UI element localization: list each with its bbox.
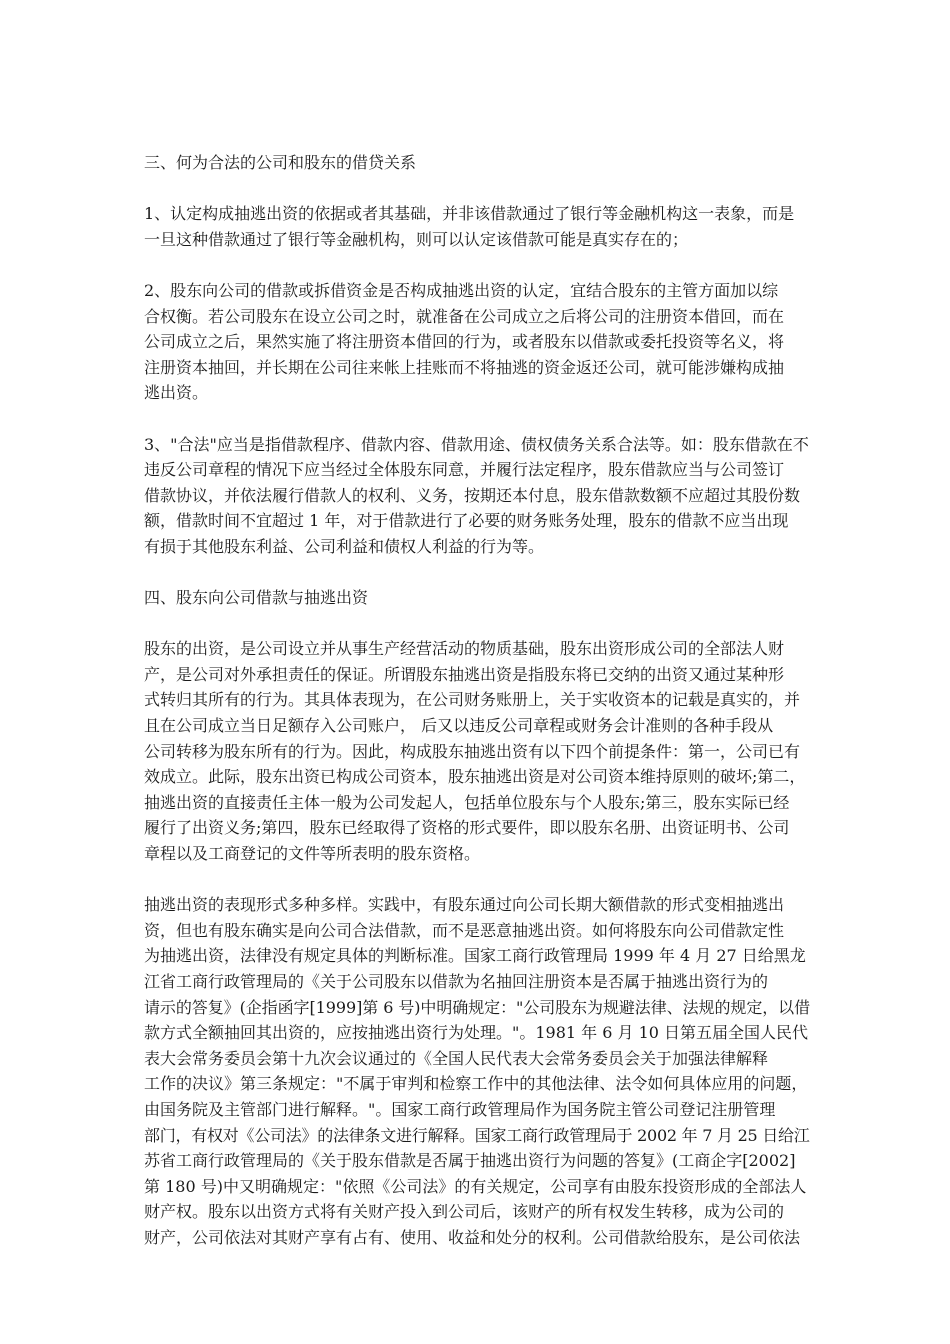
paragraph-line: 部门，有权对《公司法》的法律条文进行解释。国家工商行政管理局于 2002 年 7 月 25 日给江 <box>144 1125 810 1145</box>
paragraph-line: 3、"合法"应当是指借款程序、借款内容、借款用途、债权债务关系合法等。如：股东借款在不 <box>144 434 809 454</box>
paragraph <box>144 432 812 560</box>
paragraph <box>144 636 812 866</box>
paragraph-line: 江省工商行政管理局的《关于公司股东以借款为名抽回注册资本是否属于抽逃出资行为的 <box>144 972 769 991</box>
paragraph-line: 资，但也有股东确实是向公司合法借款，而不是恶意抽逃出资。如何将股东向公司借款定性 <box>144 920 785 940</box>
heading-text: 三、何为合法的公司和股东的借贷关系 <box>144 153 417 172</box>
paragraph-line: 款方式全额抽回其出资的，应按抽逃出资行为处理。"。1981 年 6 月 10 日第五届全国人民代 <box>144 1023 809 1043</box>
paragraph-line: 2、股东向公司的借款或拆借资金是否构成抽逃出资的认定，宜结合股东的主管方面加以综 <box>144 280 779 300</box>
paragraph-line: 且在公司成立当日足额存入公司账户， 后又以违反公司章程或财务会计准则的各种手段从 <box>144 716 774 736</box>
heading-text: 四、股东向公司借款与抽逃出资 <box>144 588 369 608</box>
paragraph-line: 第 180 号)中又明确规定："依照《公司法》的有关规定，公司享有由股东投资形成的全部法人 <box>144 1176 807 1196</box>
paragraph-line: 公司成立之后，果然实施了将注册资本借回的行为，或者股东以借款或委托投资等名义，将 <box>144 332 785 352</box>
paragraph-line: 效成立。此际，股东出资已构成公司资本，股东抽逃出资是对公司资本维持原则的破坏;第二， <box>144 767 806 787</box>
paragraph-line: 违反公司章程的情况下应当经过全体股东同意，并履行法定程序，股东借款应当与公司签订 <box>144 460 785 480</box>
paragraph-line: 公司转移为股东所有的行为。因此，构成股东抽逃出资有以下四个前提条件：第一，公司已有 <box>144 741 801 761</box>
paragraph-line: 请示的答复》(企指函字[1999]第 6 号)中明确规定："公司股东为规避法律、法规的规定，以借 <box>144 997 811 1017</box>
paragraph-line: 抽逃出资的表现形式多种多样。实践中，有股东通过向公司长期大额借款的形式变相抽逃出 <box>144 895 785 915</box>
paragraph-line: 有损于其他股东利益、公司利益和债权人利益的行为等。 <box>144 536 545 556</box>
paragraph-line: 1、认定构成抽逃出资的依据或者其基础，并非该借款通过了银行等金融机构这一表象，而是 <box>144 204 795 224</box>
paragraph-line: 股东的出资，是公司设立并从事生产经营活动的物质基础，股东出资形成公司的全部法人财 <box>144 639 785 659</box>
paragraph-line: 逃出资。 <box>144 383 209 403</box>
paragraph-line: 履行了出资义务;第四，股东已经取得了资格的形式要件，即以股东名册、出资证明书、公司 <box>144 818 790 838</box>
paragraph-line: 表大会常务委员会第十九次会议通过的《全国人民代表大会常务委员会关于加强法律解释 <box>144 1048 769 1068</box>
paragraph <box>144 278 812 406</box>
paragraph <box>144 892 812 1250</box>
paragraph-line: 借款协议，并依法履行借款人的权利、义务，按期还本付息，股东借款数额不应超过其股份数 <box>144 485 801 505</box>
paragraph-line: 工作的决议》第三条规定："不属于审判和检察工作中的其他法律、法令如何具体应用的问题， <box>144 1074 808 1094</box>
document-body <box>144 150 812 1276</box>
paragraph-line: 注册资本抽回，并长期在公司往来帐上挂账而不将抽逃的资金返还公司，就可能涉嫌构成抽 <box>144 357 785 377</box>
paragraph-line: 章程以及工商登记的文件等所表明的股东资格。 <box>144 844 481 864</box>
paragraph-line: 财产权。股东以出资方式将有关财产投入到公司后，该财产的所有权发生转移，成为公司的 <box>144 1202 785 1222</box>
paragraph-line: 合权衡。若公司股东在设立公司之时，就准备在公司成立之后将公司的注册资本借回，而在 <box>144 306 785 326</box>
paragraph-line: 一旦这种借款通过了银行等金融机构，则可以认定该借款可能是真实存在的； <box>144 229 689 249</box>
paragraph-line: 产，是公司对外承担责任的保证。所谓股东抽逃出资是指股东将已交纳的出资又通过某种形 <box>144 664 785 684</box>
paragraph <box>144 201 812 252</box>
section-heading <box>144 585 812 611</box>
paragraph-line: 苏省工商行政管理局的《关于股东借款是否属于抽逃出资行为问题的答复》(工商企字[2002] <box>144 1151 796 1171</box>
paragraph-line: 额，借款时间不宜超过 1 年，对于借款进行了必要的财务账务处理，股东的借款不应当出现 <box>144 511 789 531</box>
section-heading <box>144 150 812 176</box>
paragraph-line: 由国务院及主管部门进行解释。"。国家工商行政管理局作为国务院主管公司登记注册管理 <box>144 1099 776 1119</box>
paragraph-line: 为抽逃出资，法律没有规定具体的判断标准。国家工商行政管理局 1999 年 4 月 27 日给黑龙 <box>144 946 806 966</box>
paragraph-line: 式转归其所有的行为。其具体表现为，在公司财务账册上，关于实收资本的记载是真实的，并 <box>144 690 801 710</box>
paragraph-line: 财产，公司依法对其财产享有占有、使用、收益和处分的权利。公司借款给股东，是公司依法 <box>144 1227 801 1247</box>
paragraph-line: 抽逃出资的直接责任主体一般为公司发起人，包括单位股东与个人股东;第三，股东实际已经 <box>144 792 790 812</box>
